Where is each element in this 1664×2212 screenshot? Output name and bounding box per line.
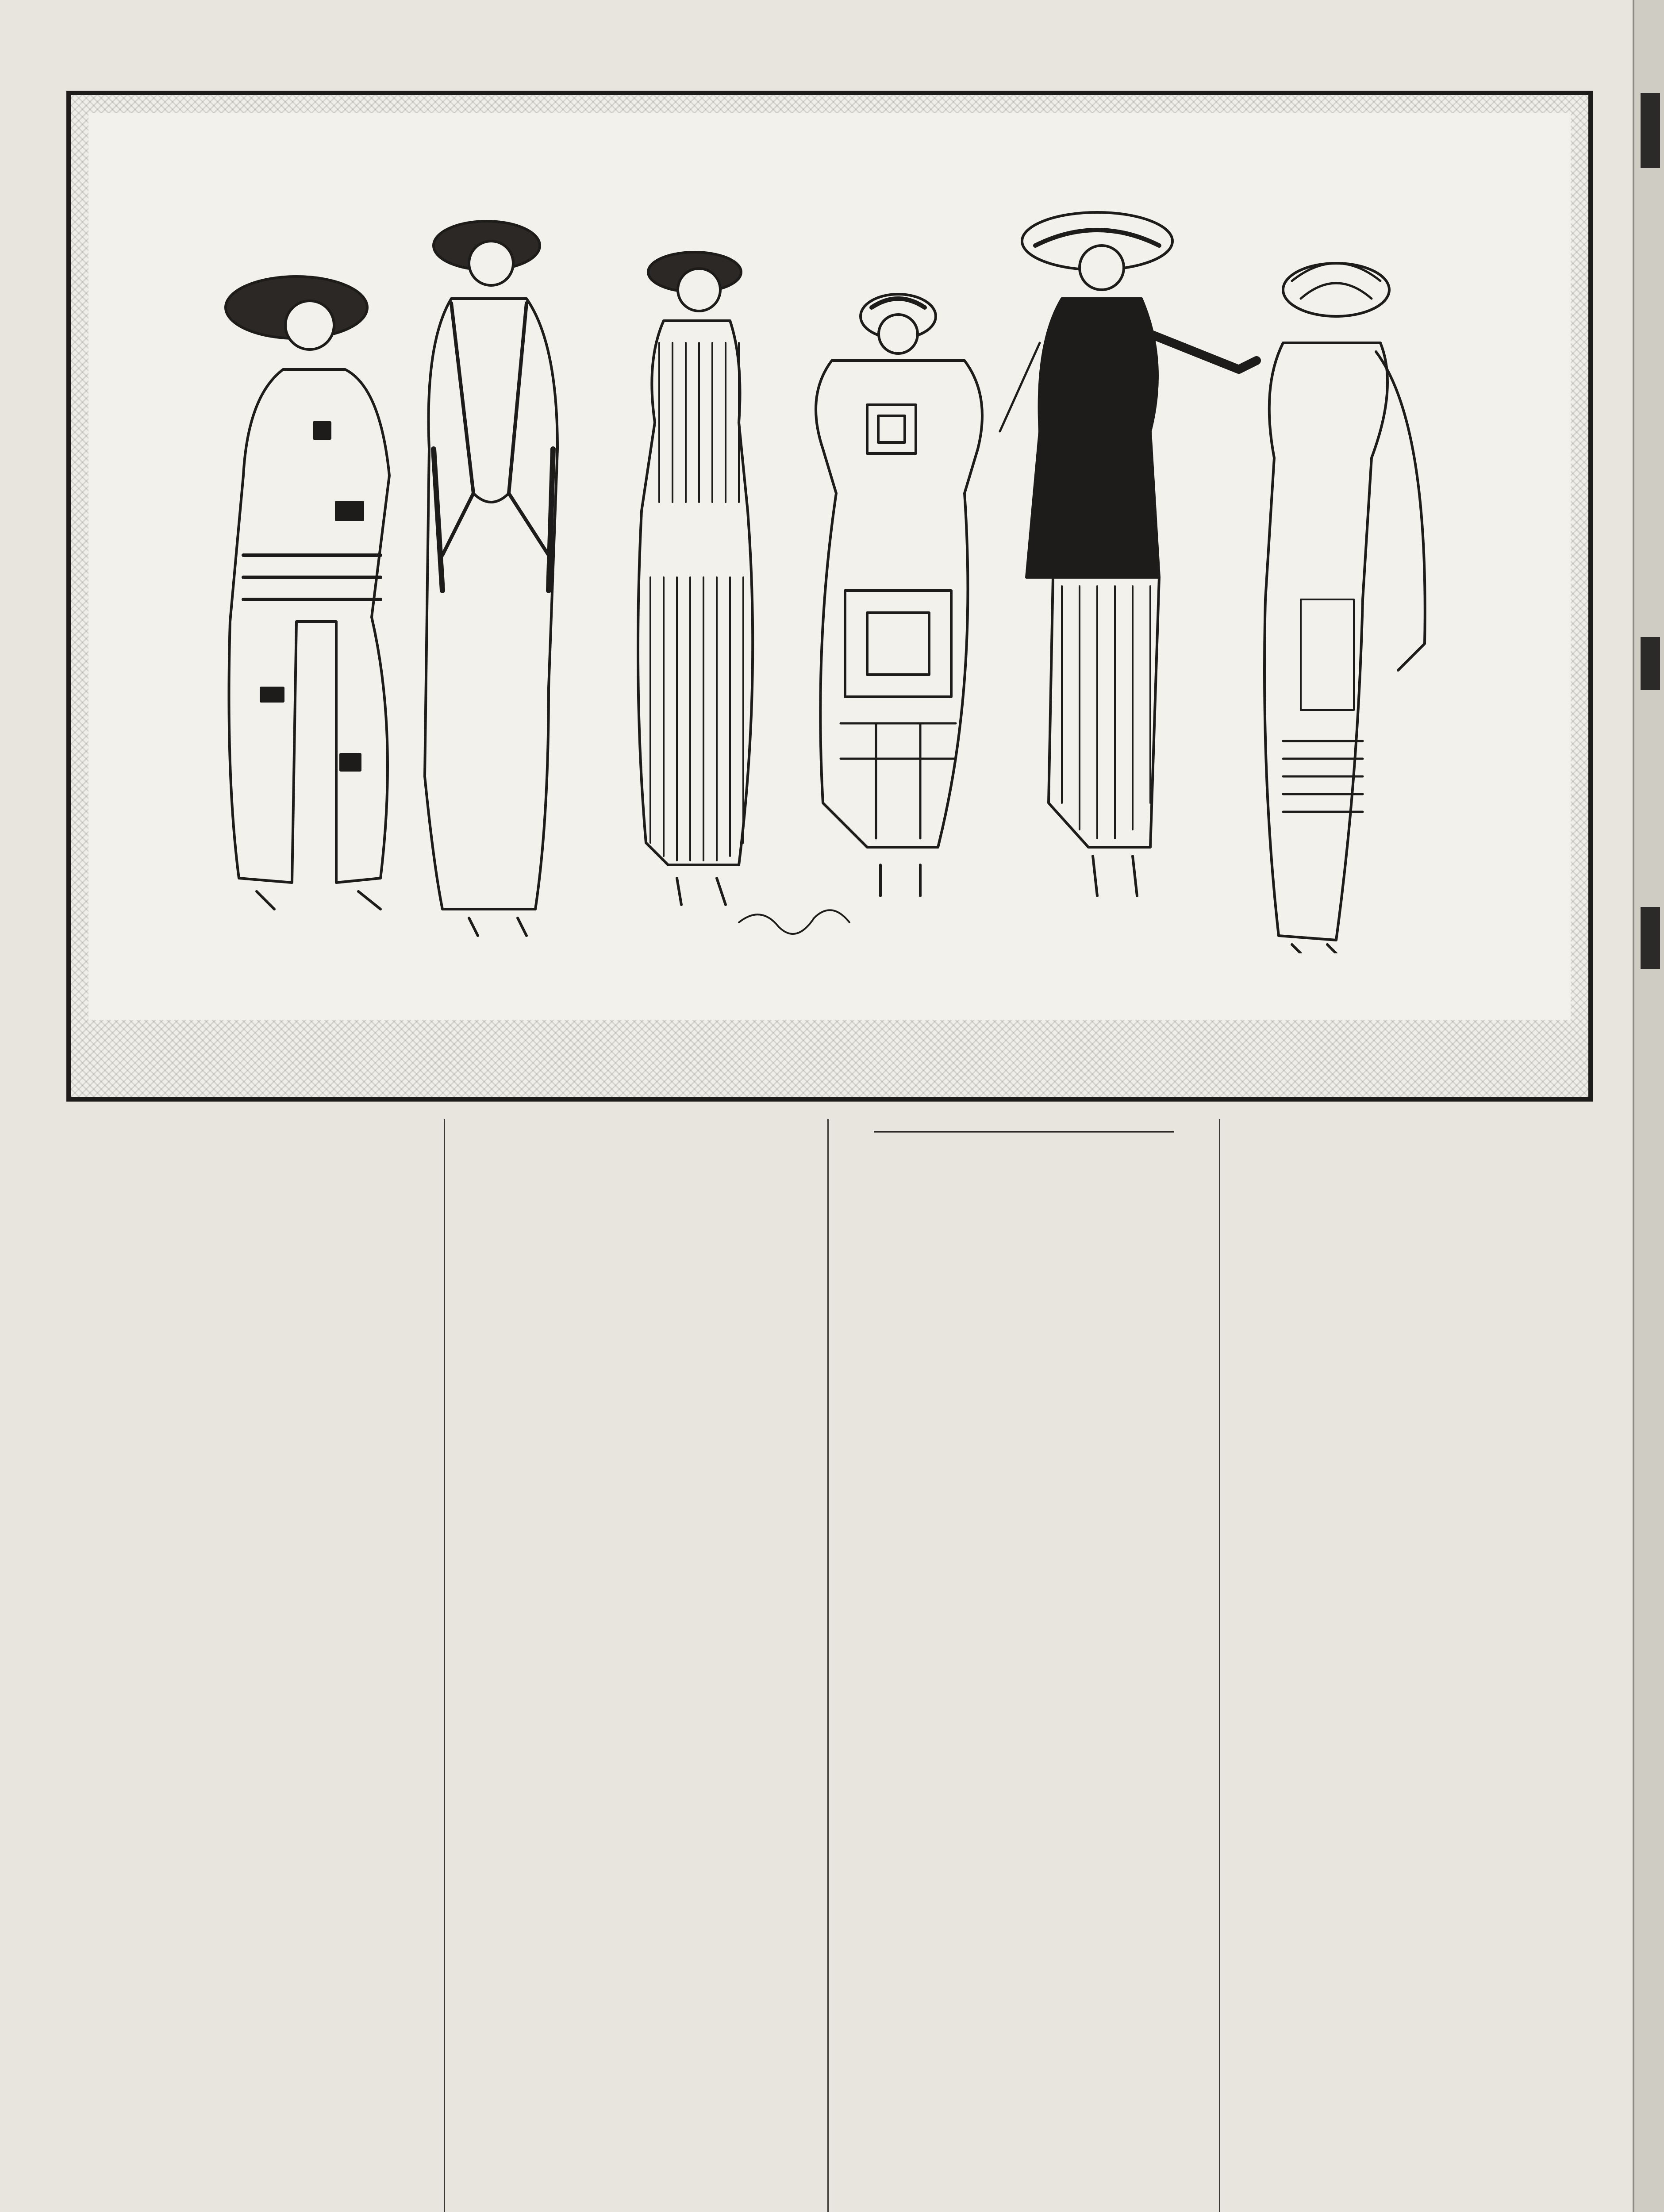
fashion-figures-drawing bbox=[88, 113, 1571, 953]
figure-6-oriental-complet bbox=[1264, 263, 1425, 953]
figure-4-foulard-dress bbox=[816, 294, 982, 896]
fashion-illustration bbox=[88, 113, 1571, 1020]
fashion-illustration-frame bbox=[66, 91, 1593, 1102]
story-column-1 bbox=[66, 1119, 438, 2212]
column-rule-3 bbox=[1219, 1119, 1220, 2212]
figure-3-voile-summer-dress bbox=[638, 252, 753, 905]
section-divider bbox=[874, 1131, 1174, 1133]
story-column-3 bbox=[834, 1119, 1214, 2212]
page-header bbox=[58, 44, 1593, 80]
adjacent-page-edge bbox=[1633, 0, 1664, 2212]
story-column-2 bbox=[450, 1119, 822, 2212]
column-rule-1 bbox=[444, 1119, 445, 2212]
figure-5-badeort-jacket bbox=[1000, 212, 1257, 896]
column-rule-2 bbox=[827, 1119, 829, 2212]
figure-1-afternoon-dress bbox=[226, 276, 389, 909]
figure-2-gabardine-costume bbox=[425, 221, 557, 936]
